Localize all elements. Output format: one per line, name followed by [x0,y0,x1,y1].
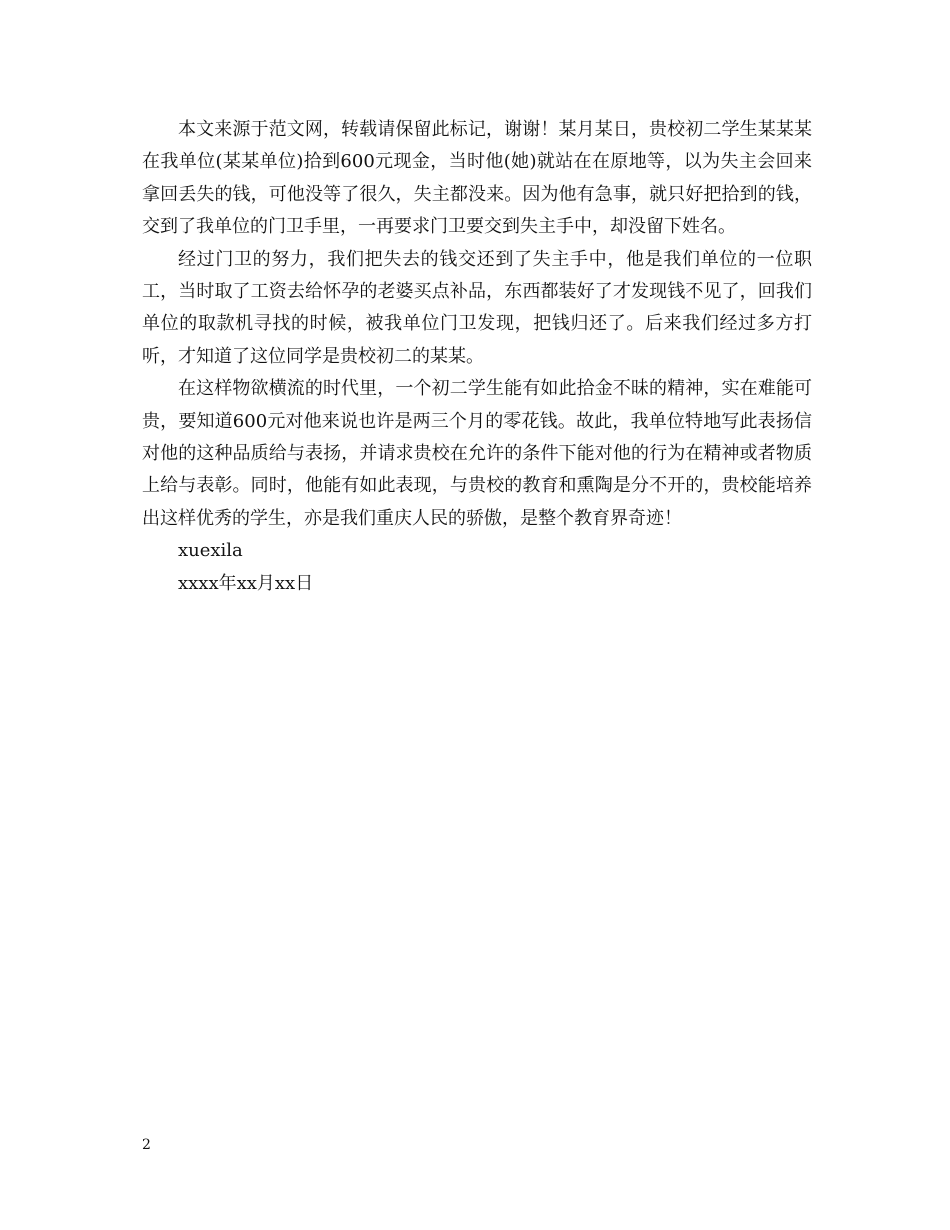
signature: xuexila [178,540,243,562]
letter-body [142,114,812,600]
page-number: 2 [142,1137,151,1153]
paragraph-1: 本文来源于范文网，转载请保留此标记，谢谢！某月某日，贵校初二学生某某某在我单位(某某单位)拾到600元现金，当时他(她)就站在在原地等，以为失主会回来拿回丢失的钱，可他没等了很久，失主都没来。因为他有急事，就只好把拾到的钱，交到了我单位的门卫手里，一再要求门卫要交到失主手中，却没留下姓名。 [142,119,812,238]
paragraph-2: 经过门卫的努力，我们把失去的钱交还到了失主手中，他是我们单位的一位职工，当时取了工资去给怀孕的老婆买点补品，东西都装好了才发现钱不见了，回我们单位的取款机寻找的时候，被我单位门卫发现，把钱归还了。后来我们经过多方打听，才知道了这位同学是贵校初二的某某。 [142,248,812,367]
paragraph-3: 在这样物欲横流的时代里，一个初二学生能有如此拾金不昧的精神，实在难能可贵，要知道600元对他来说也许是两三个月的零花钱。故此，我单位特地写此表扬信对他的这种品质给与表扬，并请求贵校在允许的条件下能对他的行为在精神或者物质上给与表彰。同时，他能有如此表现，与贵校的教育和熏陶是分不开的，贵校能培养出这样优秀的学生，亦是我们重庆人民的骄傲，是整个教育界奇迹！ [142,378,812,529]
date-line: xxxx年xx月xx日 [178,572,314,594]
